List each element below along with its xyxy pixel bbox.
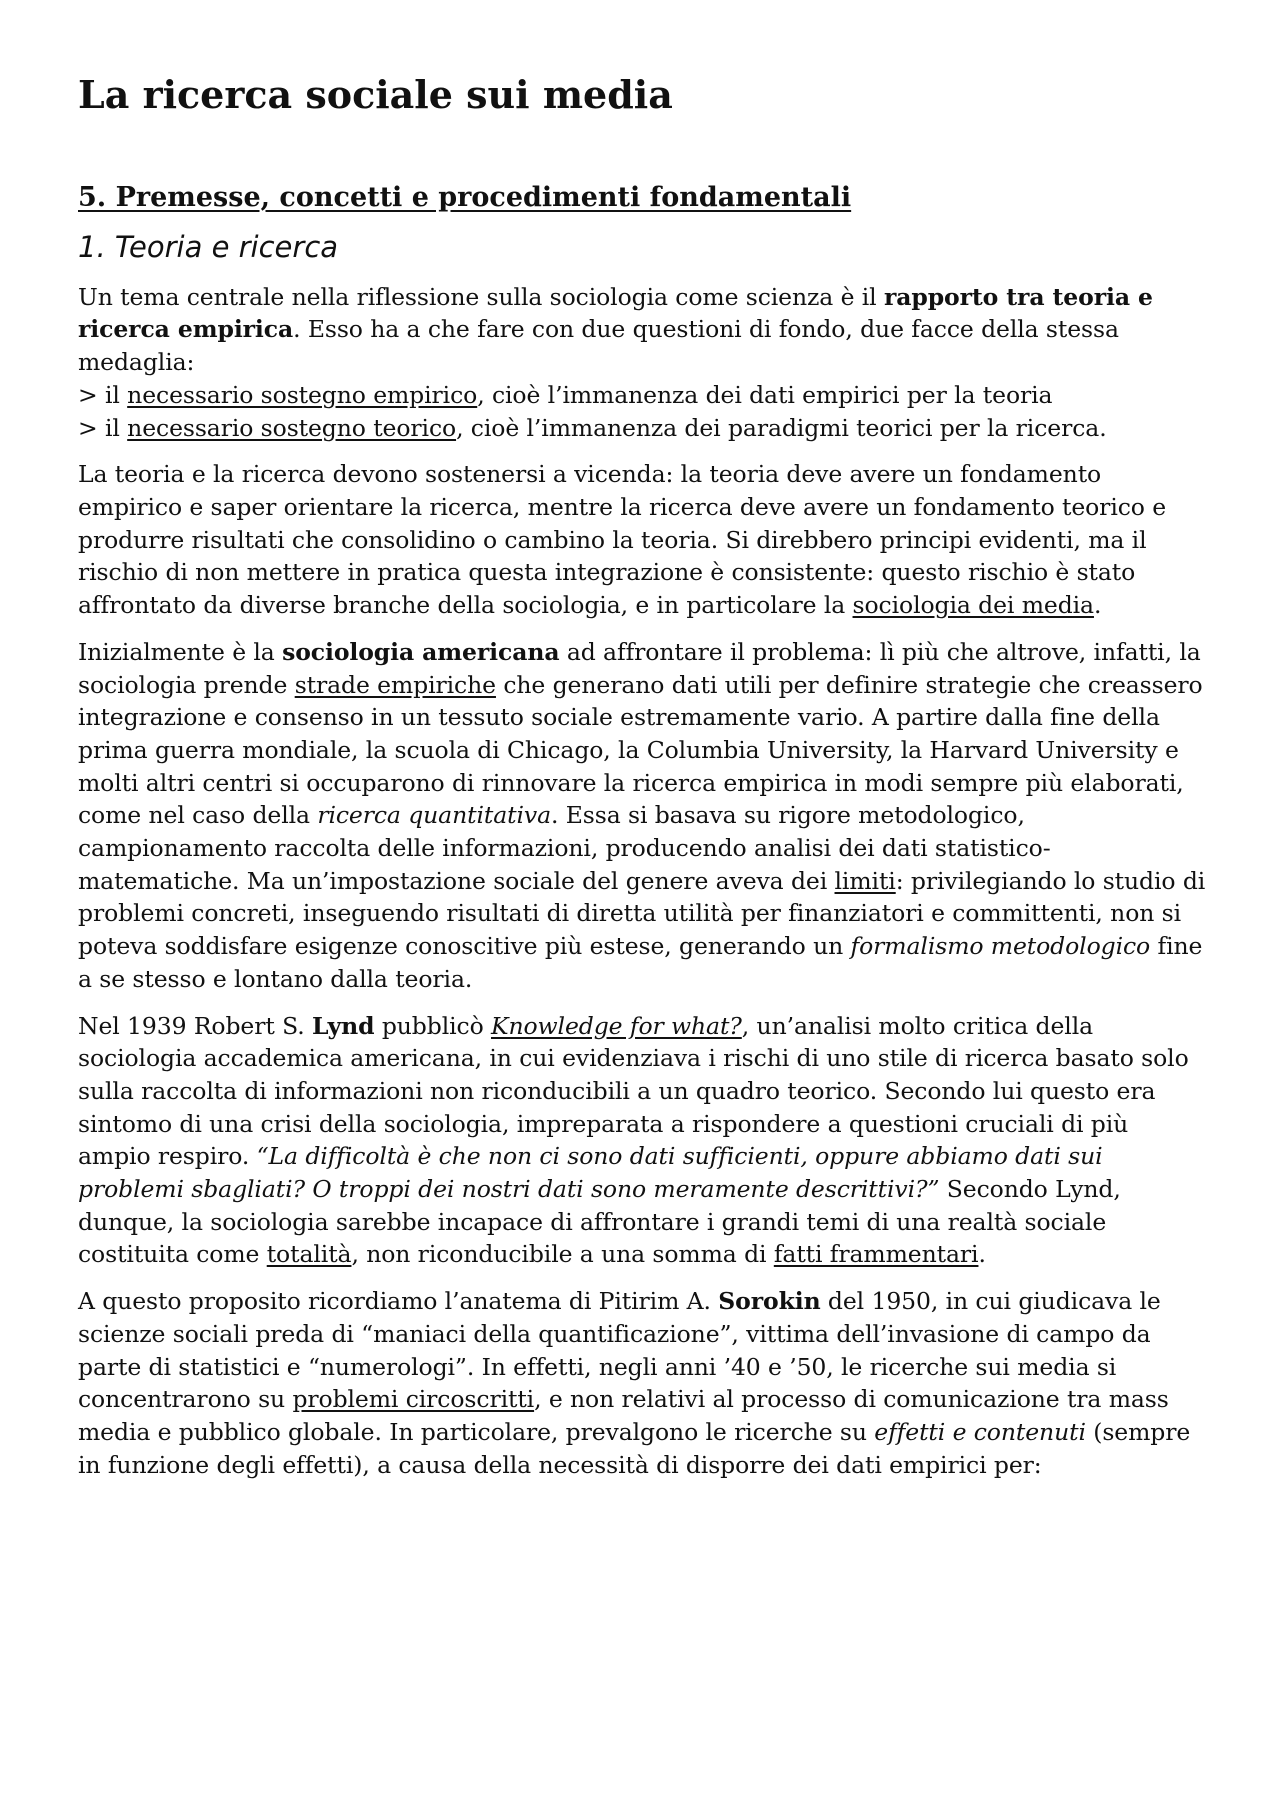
text-run: .	[978, 1240, 986, 1269]
text-run: pubblicò	[374, 1011, 491, 1040]
document-title: La ricerca sociale sui media	[78, 72, 673, 117]
paragraph-4	[78, 1010, 1208, 1272]
text-run: Secondo Lynd, dunque, la sociologia sarebbe incapace di affrontare i grandi temi di una realtà sociale costituita come	[78, 1175, 1121, 1269]
text-run: , un’analisi molto critica della sociologia accademica americana, in cui evidenziava i rischi di uno stile di ricerca basato solo sulla raccolta di informazioni non riconducibili a un quadro teorico. Secondo lui questo era sintomo di una crisi della sociologia, impreparata a rispondere a questioni cruciali di più ampio respiro.	[78, 1011, 1189, 1171]
document-page	[78, 72, 1208, 1495]
text-run: : privilegiando lo studio di problemi concreti, inseguendo risultati di diretta utilità per finanziatori e committenti, non si poteva soddisfare esigenze conoscitive più estese, generando un	[78, 866, 1206, 961]
paragraph-1	[78, 281, 1208, 445]
underlined-term: necessario sostegno empirico	[127, 380, 478, 409]
underlined-term: limiti	[834, 866, 896, 895]
underlined-term: sociologia dei media	[852, 591, 1094, 620]
text-run: fine a se stesso e lontano dalla teoria.	[78, 932, 1203, 993]
text-run: , cioè l’immanenza dei dati empirici per la teoria	[477, 380, 1053, 409]
underlined-term: fatti frammentari	[773, 1240, 979, 1269]
text-run: Un tema centrale nella riflessione sulla sociologia come scienza è il	[78, 282, 884, 311]
text-run: .	[1093, 591, 1102, 620]
chapter-heading: 5. Premesse, concetti e procedimenti fondamentali	[78, 181, 852, 213]
text-run: , cioè l’immanenza dei paradigmi teorici per la ricerca.	[456, 413, 1107, 442]
text-run: A questo proposito ricordiamo l’anatema di Pitirim A.	[78, 1287, 719, 1316]
text-run: > il	[78, 380, 128, 409]
text-run: . Esso ha a che fare con due questioni di fondo, due facce della stessa medaglia:	[78, 315, 1119, 377]
text-run: Inizialmente è la	[78, 637, 283, 666]
underlined-term: totalità	[266, 1240, 352, 1269]
bold-term: Lynd	[311, 1011, 375, 1040]
paragraph-2	[78, 458, 1208, 622]
underlined-term: strade empiriche	[294, 670, 496, 699]
underlined-term: problemi circoscritti	[292, 1385, 535, 1414]
bold-term: rapporto tra teoria e ricerca empirica	[78, 282, 1153, 344]
underlined-term: necessario sostegno teorico	[127, 413, 457, 442]
text-run: (sempre in funzione degli effetti), a causa della necessità di disporre dei dati empirici per:	[78, 1417, 1191, 1479]
paragraph-3	[78, 636, 1208, 996]
text-run: , non riconducibile a una somma di	[351, 1240, 774, 1269]
italic-term: formalismo metodologico	[850, 932, 1151, 961]
text-run: ad affrontare il problema: lì più che altrove, infatti, la sociologia prende	[78, 637, 1201, 699]
bold-term: sociologia americana	[282, 637, 560, 666]
italic-term: ricerca quantitativa	[317, 801, 551, 830]
text-run: . Essa si basava su rigore metodologico, campionamento raccolta delle informazioni, producendo analisi dei dati statistico-matematiche. Ma un’impostazione sociale del genere aveva dei	[78, 801, 1051, 895]
text-run: > il	[78, 413, 128, 442]
text-run: Nel 1939 Robert S.	[78, 1011, 312, 1040]
paragraph-5	[78, 1285, 1208, 1481]
text-run: del 1950, in cui giudicava le scienze sociali preda di “maniaci della quantificazione”, vittima dell’invasione di campo da parte di statistici e “numerologi”. In effetti, negli anni ’40 e ’50, le ricerche sui media si concentrarono su	[78, 1287, 1161, 1414]
quotation: “La difficoltà è che non ci sono dati sufficienti, oppure abbiamo dati sui problemi sbagliati? O troppi dei nostri dati sono meramente descrittivi?”	[78, 1142, 1103, 1204]
text-run: che generano dati utili per definire strategie che creassero integrazione e consenso in un tessuto sociale estremamente vario. A partire dalla fine della prima guerra mondiale, la scuola di Chicago, la Columbia University, la Harvard University e molti altri centri si occuparono di rinnovare la ricerca empirica in modi sempre più elaborati, come nel caso della	[78, 670, 1203, 830]
section-heading: 1. Teoria e ricerca	[78, 229, 339, 264]
book-title-text: Knowledge for what?	[491, 1011, 742, 1040]
text-run: , e non relativi al processo di comunicazione tra mass media e pubblico globale. In particolare, prevalgono le ricerche su	[78, 1385, 1169, 1446]
bold-term: Sorokin	[718, 1287, 821, 1316]
text-run: La teoria e la ricerca devono sostenersi a vicenda: la teoria deve avere un fondamento empirico e saper orientare la ricerca, mentre la ricerca deve avere un fondamento teorico e produrre risultati che consolidino o cambino la teoria. Si direbbero principi evidenti, ma il rischio di non mettere in pratica questa integrazione è consistente: questo rischio è stato affrontato da diverse branche della sociologia, e in particolare la	[78, 460, 1167, 620]
book-title	[491, 1012, 742, 1040]
italic-term: effetti e contenuti	[874, 1417, 1086, 1446]
